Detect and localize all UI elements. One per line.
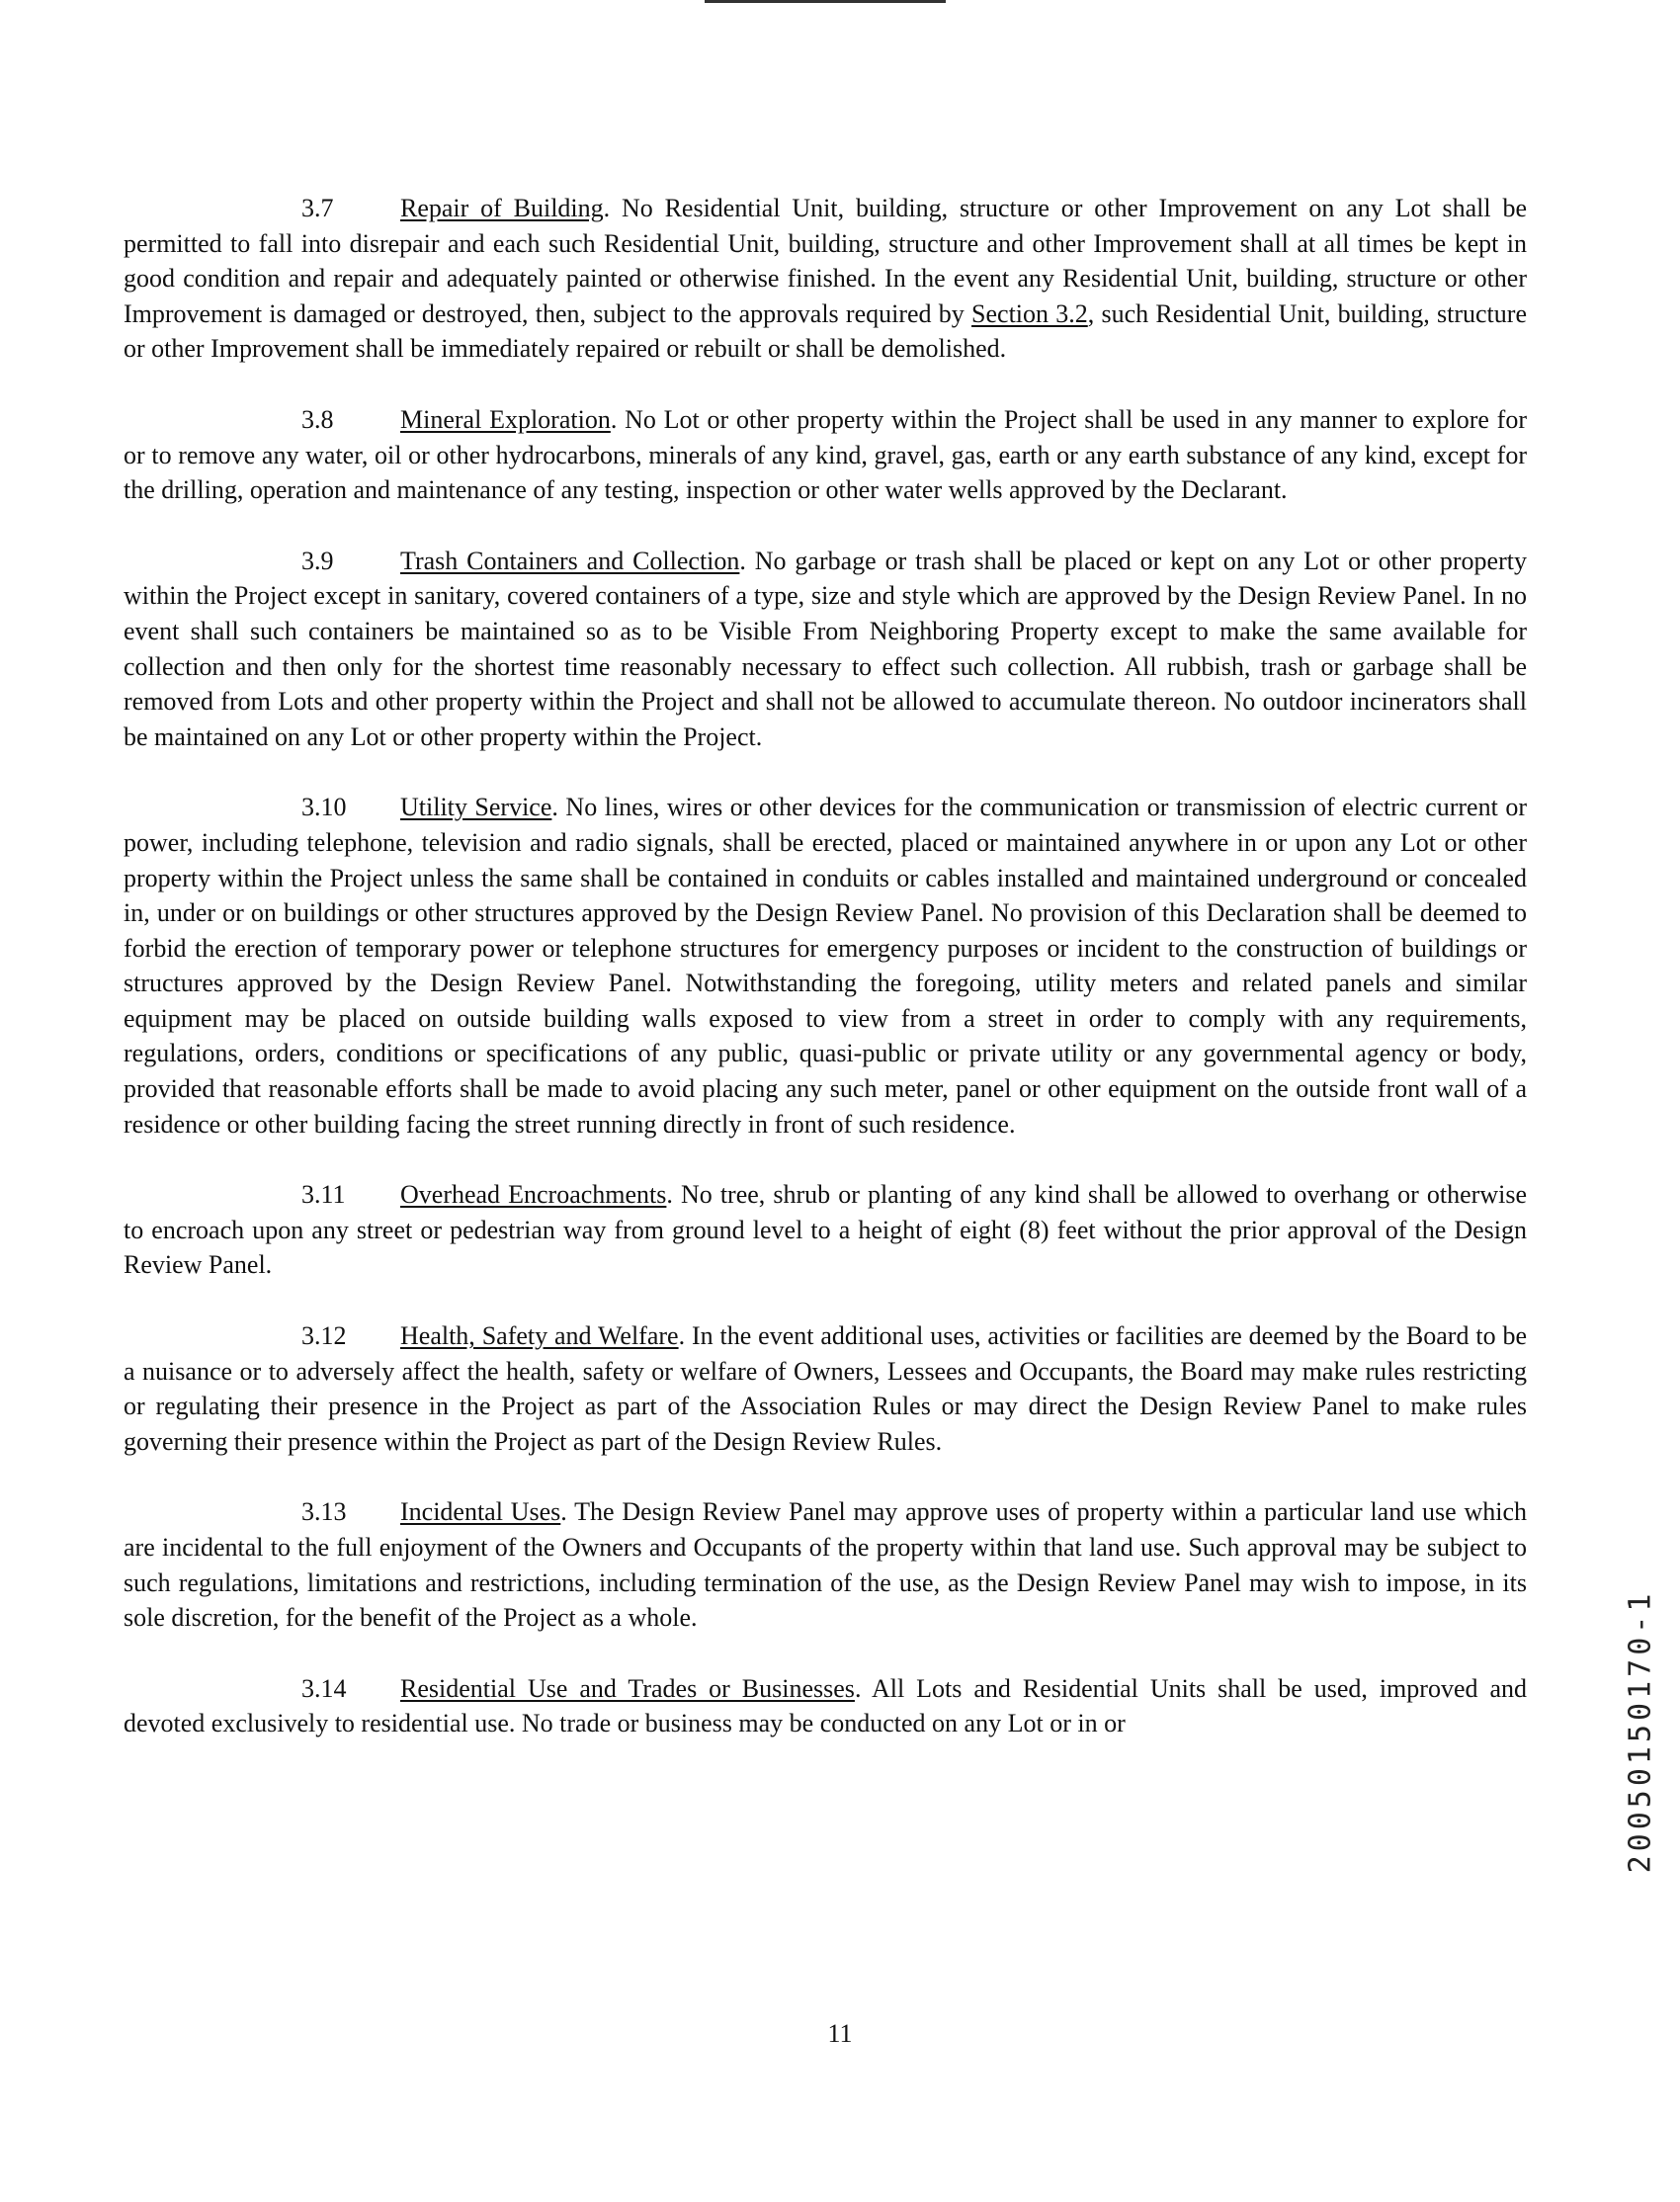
section-body: . In the event additional uses, activities or facilities are deemed by the Board to be a nuisance or to adversely affect the health, safety or welfare of Owners, Lessees and Occupants, the Board may make rules restricting or regulating their presence in the Project as part of the Association Rules or may direct the Design Review Panel to make rules governing their presence within the Project as part of the Design Review Rules.	[124, 1321, 1528, 1456]
section-number: 3.13	[301, 1497, 347, 1527]
section-body: . No Lot or other property within the Project shall be used in any manner to explore for or to remove any water, oil or other hydrocarbons, minerals of any kind, gravel, gas, earth or any earth substance of any kind, except for the drilling, operation and maintenance of any testing, inspection or other water wells approved by the Declarant.	[124, 404, 1527, 505]
section-3-13	[124, 1494, 1527, 1635]
section-3-7	[124, 191, 1527, 367]
section-title: Mineral Exploration	[400, 404, 611, 434]
section-number: 3.9	[301, 546, 334, 575]
section-title: Incidental Uses	[400, 1497, 561, 1527]
recording-stamp-text: 20050150170-1	[1623, 1589, 1658, 1874]
page-number: 11	[827, 2019, 853, 2048]
section-number: 3.12	[301, 1321, 347, 1351]
section-title: Health, Safety and Welfare	[400, 1321, 679, 1351]
section-3-14	[124, 1671, 1527, 1741]
section-title: Residential Use and Trades or Businesses	[400, 1673, 855, 1703]
section-number: 3.8	[301, 404, 334, 434]
section-number: 3.11	[301, 1180, 346, 1210]
section-title: Overhead Encroachments	[400, 1180, 667, 1210]
section-number: 3.7	[301, 194, 334, 222]
document-body	[124, 191, 1527, 1777]
section-3-12	[124, 1318, 1527, 1459]
section-title: Repair of Building	[400, 194, 604, 222]
section-number: 3.10	[301, 793, 347, 822]
section-text: . No Residential Unit, building, structure or other Improvement on any Lot shall be permitted to fall into disrepair and each such Residential Unit, building, structure and other Improvement shall at all times be kept in good condition and repair and adequately painted or otherwise finished. In the event any Residential Unit, building, structure or other Improvement is damaged or destroyed, then, subject to the approvals required by	[124, 194, 1527, 328]
section-body: . The Design Review Panel may approve uses of property within a particular land use which are incidental to the full enjoyment of the Owners and Occupants of the property within that land use. Such approval may be subject to such regulations, limitations and restrictions, including termination of the use, as the Design Review Panel may wish to impose, in its sole discretion, for the benefit of the Project as a whole.	[124, 1497, 1527, 1633]
section-number: 3.14	[301, 1673, 347, 1703]
section-title: Utility Service	[400, 793, 552, 822]
section-3-9	[124, 544, 1527, 755]
section-body: . No lines, wires or other devices for the communication or transmission of electric current or power, including telephone, television and radio signals, shall be erected, placed or maintained anywhere in or upon any Lot or other property within the Project unless the same shall be contained in conduits or cables installed and maintained underground or concealed in, under or on buildings or other structures approved by the Design Review Panel. No provision of this Declaration shall be deemed to forbid the erection of temporary power or telephone structures for emergency purposes or incident to the construction of buildings or structures approved by the Design Review Panel. Notwithstanding the foregoing, utility meters and related panels and similar equipment may be placed on outside building walls exposed to view from a street in order to comply with any requirements, regulations, orders, conditions or specifications of any public, quasi-public or private utility or any governmental agency or body, provided that reasonable efforts shall be made to avoid placing any such meter, panel or other equipment on the outside front wall of a residence or other building facing the street running directly in front of such residence.	[124, 793, 1527, 1139]
section-body: . All Lots and Residential Units shall be used, improved and devoted exclusively to residential use. No trade or business may be conducted on any Lot or in or	[124, 1673, 1527, 1738]
section-body: . No tree, shrub or planting of any kind shall be allowed to overhang or otherwise to encroach upon any street or pedestrian way from ground level to a height of eight (8) feet without the prior approval of the Design Review Panel.	[124, 1180, 1527, 1280]
section-3-8	[124, 402, 1527, 508]
section-body: . No garbage or trash shall be placed or kept on any Lot or other property within the Project except in sanitary, covered containers of a type, size and style which are approved by the Design Review Panel. In no event shall such containers be maintained so as to be Visible From Neighboring Property except to make the same available for collection and then only for the shortest time reasonably necessary to effect such collection. All rubbish, trash or garbage shall be removed from Lots and other property within the Project and shall not be allowed to accumulate thereon. No outdoor incinerators shall be maintained on any Lot or other property within the Project.	[124, 546, 1527, 751]
section-3-10	[124, 790, 1527, 1142]
section-text: , such Residential Unit, building, structure or other Improvement shall be immediately repaired or rebuilt or shall be demolished.	[124, 298, 1527, 364]
section-title: Trash Containers and Collection	[400, 546, 740, 575]
recording-stamp	[1621, 1589, 1660, 1874]
section-3-11	[124, 1177, 1527, 1283]
top-rule	[705, 0, 946, 3]
section-reference: Section 3.2	[971, 298, 1088, 328]
